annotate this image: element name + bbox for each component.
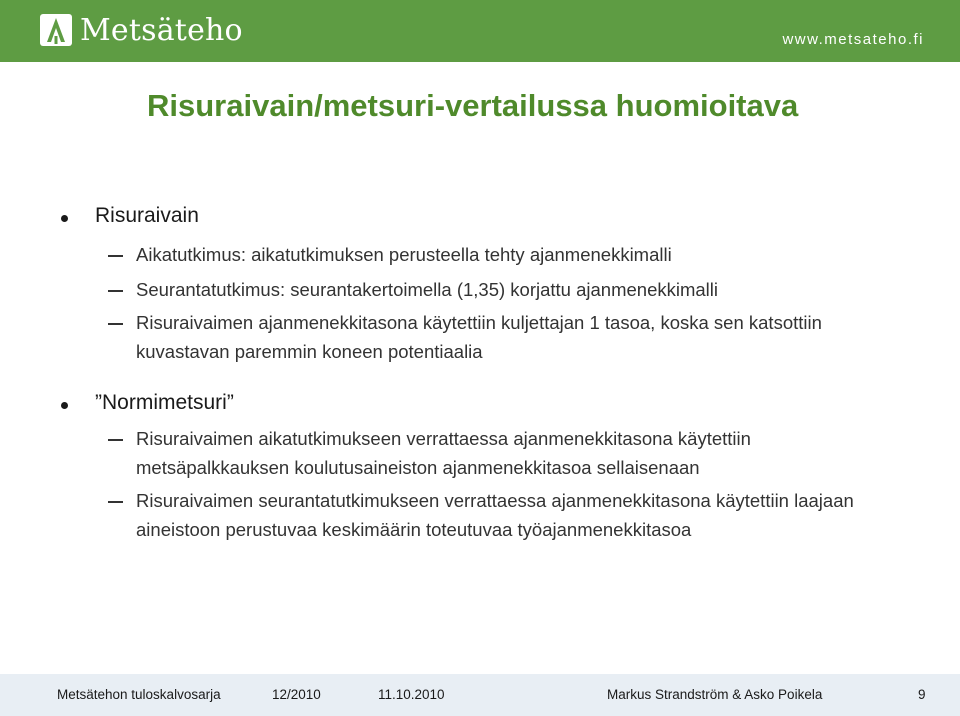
footer-series: 12/2010 <box>272 687 321 702</box>
dash-icon <box>108 501 123 503</box>
bullet-icon <box>61 402 68 409</box>
page-number: 9 <box>918 687 926 702</box>
bullet-icon <box>61 215 68 222</box>
footer-authors: Markus Strandström & Asko Poikela <box>607 687 823 702</box>
list-item: Risuraivaimen aikatutkimukseen verrattaessa ajanmenekkitasona käytettiin metsäpalkkauksen koulutusaineiston ajanmenekkitasoa sellaisenaan <box>136 428 751 478</box>
section-heading: ”Normimetsuri” <box>95 391 234 414</box>
list-item: Risuraivaimen ajanmenekkitasona käytettiin kuljettajan 1 tasoa, koska sen katsottiin kuvastavan paremmin koneen potentiaalia <box>136 312 822 362</box>
list-item: Risuraivaimen seurantatutkimukseen verrattaessa ajanmenekkitasona käytettiin laajaan aineistoon perustuvaa keskimäärin toteutuvaa työajanmenekkitasoa <box>136 490 854 540</box>
dash-icon <box>108 439 123 441</box>
footer-bar <box>0 674 960 716</box>
footer-publication: Metsätehon tuloskalvosarja <box>57 687 221 702</box>
logo-text: Metsäteho <box>80 12 243 48</box>
list-item: Seurantatutkimus: seurantakertoimella (1,35) korjattu ajanmenekkimalli <box>136 279 718 300</box>
dash-icon <box>108 290 123 292</box>
footer-date: 11.10.2010 <box>378 687 445 702</box>
slide-title: Risuraivain/metsuri-vertailussa huomioitava <box>147 88 799 123</box>
dash-icon <box>108 323 123 325</box>
dash-icon <box>108 255 123 257</box>
list-item: Aikatutkimus: aikatutkimuksen perusteella tehty ajanmenekkimalli <box>136 244 672 265</box>
section-heading: Risuraivain <box>95 204 199 227</box>
site-url[interactable]: www.metsateho.fi <box>782 31 924 48</box>
